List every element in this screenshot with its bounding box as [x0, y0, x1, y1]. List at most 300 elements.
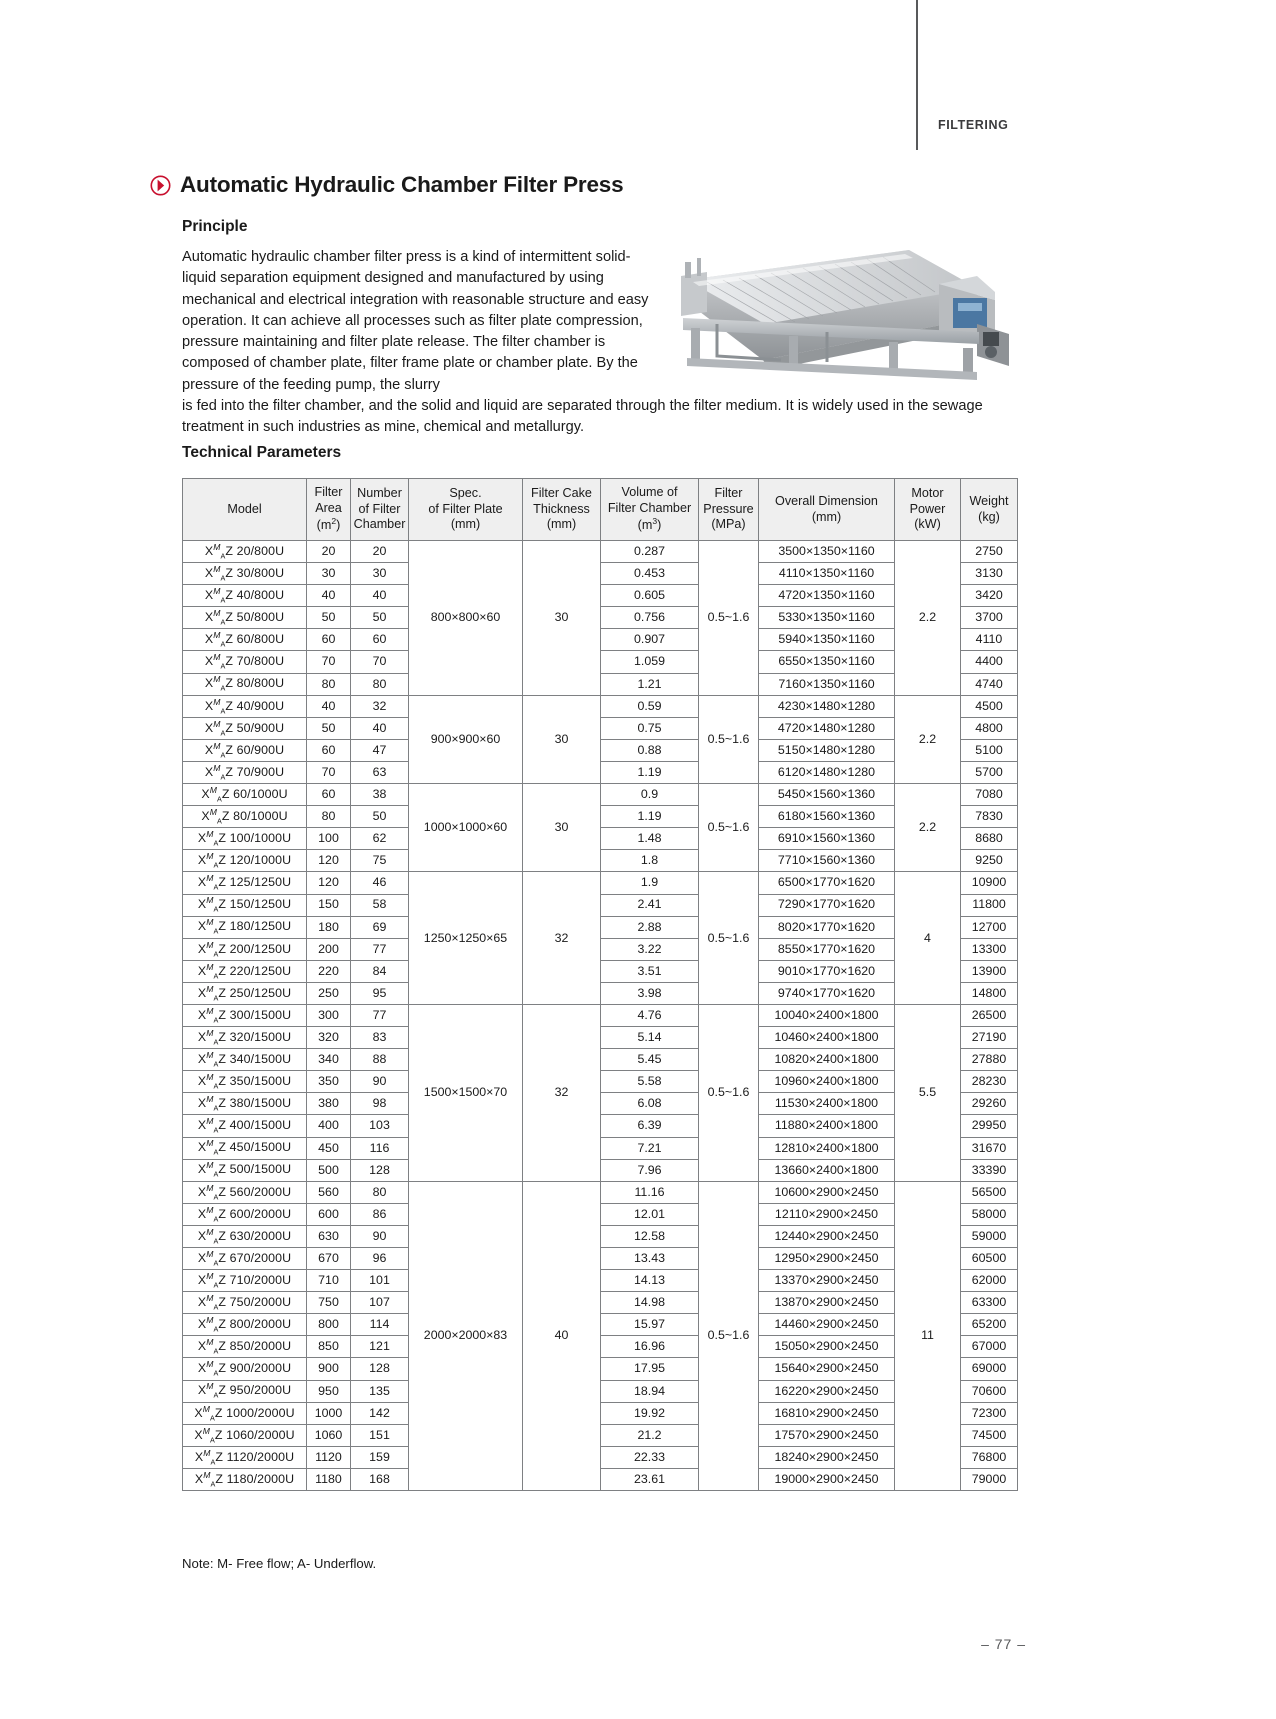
- cell-chamber-count: 86: [351, 1203, 409, 1225]
- cell-filter-area: 950: [307, 1380, 351, 1402]
- table-row: [183, 1402, 1018, 1424]
- cell-overall-dimension: 5330×1350×1160: [759, 607, 895, 629]
- cell-chamber-volume: 6.08: [601, 1093, 699, 1115]
- cell-chamber-count: 135: [351, 1380, 409, 1402]
- cell-filter-area: 450: [307, 1137, 351, 1159]
- cell-chamber-count: 58: [351, 894, 409, 916]
- cell-chamber-count: 128: [351, 1358, 409, 1380]
- cell-chamber-count: 69: [351, 916, 409, 938]
- cell-chamber-volume: 1.48: [601, 828, 699, 850]
- cell-overall-dimension: 5150×1480×1280: [759, 739, 895, 761]
- cell-filter-area: 80: [307, 806, 351, 828]
- cell-filter-area: 300: [307, 1004, 351, 1026]
- table-body: [183, 541, 1018, 1491]
- cell-weight: 7830: [961, 806, 1018, 828]
- cell-filter-area: 1180: [307, 1468, 351, 1490]
- header-rule: [916, 0, 918, 150]
- cell-cake-thickness: 30: [523, 541, 601, 696]
- cell-chamber-count: 88: [351, 1049, 409, 1071]
- cell-chamber-volume: 14.13: [601, 1270, 699, 1292]
- table-row: [183, 850, 1018, 872]
- cell-model: $X^M_AZ$ 120/1000U: [183, 850, 307, 872]
- cell-chamber-volume: 2.41: [601, 894, 699, 916]
- cell-weight: 4110: [961, 629, 1018, 651]
- cell-model: $X^M_AZ$ 500/1500U: [183, 1159, 307, 1181]
- cell-overall-dimension: 16220×2900×2450: [759, 1380, 895, 1402]
- cell-weight: 3700: [961, 607, 1018, 629]
- cell-chamber-volume: 1.19: [601, 806, 699, 828]
- cell-filter-pressure: 0.5~1.6: [699, 695, 759, 783]
- table-row: [183, 1225, 1018, 1247]
- cell-weight: 60500: [961, 1248, 1018, 1270]
- cell-cake-thickness: 32: [523, 872, 601, 1005]
- cell-model: $X^M_AZ$ 60/900U: [183, 739, 307, 761]
- cell-model: $X^M_AZ$ 1060/2000U: [183, 1424, 307, 1446]
- cell-chamber-volume: 6.39: [601, 1115, 699, 1137]
- cell-motor-power: 2.2: [895, 695, 961, 783]
- principle-heading: Principle: [182, 218, 248, 235]
- cell-weight: 72300: [961, 1402, 1018, 1424]
- cell-chamber-volume: 0.756: [601, 607, 699, 629]
- cell-model: $X^M_AZ$ 30/800U: [183, 563, 307, 585]
- table-row: [183, 938, 1018, 960]
- table-row: [183, 717, 1018, 739]
- cell-chamber-volume: 21.2: [601, 1424, 699, 1446]
- cell-chamber-volume: 0.88: [601, 739, 699, 761]
- running-header: [916, 0, 1276, 150]
- cell-chamber-volume: 0.453: [601, 563, 699, 585]
- cell-weight: 4400: [961, 651, 1018, 673]
- cell-model: $X^M_AZ$ 200/1250U: [183, 938, 307, 960]
- cell-overall-dimension: 4110×1350×1160: [759, 563, 895, 585]
- cell-weight: 69000: [961, 1358, 1018, 1380]
- cell-motor-power: 11: [895, 1181, 961, 1490]
- cell-model: $X^M_AZ$ 380/1500U: [183, 1093, 307, 1115]
- cell-weight: 2750: [961, 541, 1018, 563]
- table-row: [183, 1270, 1018, 1292]
- table-header-cell: Overall Dimension (mm): [759, 479, 895, 541]
- cell-overall-dimension: 12810×2400×1800: [759, 1137, 895, 1159]
- table-row: [183, 1203, 1018, 1225]
- cell-chamber-count: 96: [351, 1248, 409, 1270]
- cell-overall-dimension: 8020×1770×1620: [759, 916, 895, 938]
- cell-chamber-volume: 13.43: [601, 1248, 699, 1270]
- cell-weight: 56500: [961, 1181, 1018, 1203]
- cell-overall-dimension: 19000×2900×2450: [759, 1468, 895, 1490]
- cell-chamber-count: 40: [351, 585, 409, 607]
- cell-model: $X^M_AZ$ 40/800U: [183, 585, 307, 607]
- cell-weight: 7080: [961, 784, 1018, 806]
- cell-filter-area: 70: [307, 761, 351, 783]
- cell-overall-dimension: 12440×2900×2450: [759, 1225, 895, 1247]
- table-row: [183, 1336, 1018, 1358]
- table-header-cell: Filter Pressure (MPa): [699, 479, 759, 541]
- cell-filter-area: 600: [307, 1203, 351, 1225]
- cell-chamber-volume: 16.96: [601, 1336, 699, 1358]
- cell-chamber-count: 63: [351, 761, 409, 783]
- cell-model: $X^M_AZ$ 320/1500U: [183, 1027, 307, 1049]
- cell-model: $X^M_AZ$ 150/1250U: [183, 894, 307, 916]
- cell-chamber-count: 98: [351, 1093, 409, 1115]
- cell-weight: 79000: [961, 1468, 1018, 1490]
- cell-model: $X^M_AZ$ 600/2000U: [183, 1203, 307, 1225]
- table-row: [183, 541, 1018, 563]
- cell-chamber-volume: 22.33: [601, 1446, 699, 1468]
- cell-chamber-volume: 1.19: [601, 761, 699, 783]
- cell-chamber-count: 47: [351, 739, 409, 761]
- table-row: [183, 1027, 1018, 1049]
- cell-weight: 5700: [961, 761, 1018, 783]
- cell-filter-area: 1000: [307, 1402, 351, 1424]
- table-row: [183, 1159, 1018, 1181]
- cell-chamber-count: 80: [351, 1181, 409, 1203]
- cell-weight: 4800: [961, 717, 1018, 739]
- table-header-cell: Motor Power (kW): [895, 479, 961, 541]
- table-row: [183, 1093, 1018, 1115]
- cell-overall-dimension: 5450×1560×1360: [759, 784, 895, 806]
- cell-chamber-volume: 23.61: [601, 1468, 699, 1490]
- cell-filter-pressure: 0.5~1.6: [699, 541, 759, 696]
- cell-filter-area: 850: [307, 1336, 351, 1358]
- cell-filter-area: 340: [307, 1049, 351, 1071]
- cell-weight: 26500: [961, 1004, 1018, 1026]
- cell-filter-area: 80: [307, 673, 351, 695]
- cell-model: $X^M_AZ$ 70/800U: [183, 651, 307, 673]
- cell-chamber-count: 83: [351, 1027, 409, 1049]
- running-header-label: FILTERING: [938, 118, 1009, 132]
- cell-chamber-count: 116: [351, 1137, 409, 1159]
- cell-model: $X^M_AZ$ 70/900U: [183, 761, 307, 783]
- cell-filter-area: 670: [307, 1248, 351, 1270]
- cell-motor-power: 2.2: [895, 784, 961, 872]
- cell-plate-spec: 900×900×60: [409, 695, 523, 783]
- table-row: [183, 1380, 1018, 1402]
- cell-chamber-count: 50: [351, 806, 409, 828]
- table-row: [183, 695, 1018, 717]
- cell-filter-area: 30: [307, 563, 351, 585]
- cell-chamber-count: 40: [351, 717, 409, 739]
- table-row: [183, 1292, 1018, 1314]
- cell-model: $X^M_AZ$ 450/1500U: [183, 1137, 307, 1159]
- cell-weight: 59000: [961, 1225, 1018, 1247]
- cell-chamber-volume: 0.75: [601, 717, 699, 739]
- page-title: Automatic Hydraulic Chamber Filter Press: [180, 172, 624, 197]
- cell-weight: 29950: [961, 1115, 1018, 1137]
- cell-filter-area: 120: [307, 872, 351, 894]
- cell-chamber-volume: 0.287: [601, 541, 699, 563]
- cell-filter-area: 60: [307, 629, 351, 651]
- cell-chamber-volume: 4.76: [601, 1004, 699, 1026]
- cell-chamber-count: 30: [351, 563, 409, 585]
- cell-model: $X^M_AZ$ 300/1500U: [183, 1004, 307, 1026]
- cell-overall-dimension: 6910×1560×1360: [759, 828, 895, 850]
- table-row: [183, 1248, 1018, 1270]
- cell-model: $X^M_AZ$ 40/900U: [183, 695, 307, 717]
- cell-chamber-volume: 3.51: [601, 960, 699, 982]
- table-row: [183, 1181, 1018, 1203]
- cell-weight: 27190: [961, 1027, 1018, 1049]
- title-row: [150, 172, 623, 198]
- cell-chamber-volume: 0.605: [601, 585, 699, 607]
- cell-filter-area: 1120: [307, 1446, 351, 1468]
- cell-filter-area: 560: [307, 1181, 351, 1203]
- cell-weight: 63300: [961, 1292, 1018, 1314]
- cell-chamber-count: 62: [351, 828, 409, 850]
- cell-chamber-volume: 12.01: [601, 1203, 699, 1225]
- cell-filter-area: 220: [307, 960, 351, 982]
- cell-overall-dimension: 13870×2900×2450: [759, 1292, 895, 1314]
- cell-overall-dimension: 6550×1350×1160: [759, 651, 895, 673]
- cell-cake-thickness: 30: [523, 784, 601, 872]
- arrow-circle-icon: [150, 175, 171, 196]
- cell-model: $X^M_AZ$ 220/1250U: [183, 960, 307, 982]
- table-row: [183, 1071, 1018, 1093]
- cell-model: $X^M_AZ$ 1120/2000U: [183, 1446, 307, 1468]
- cell-plate-spec: 800×800×60: [409, 541, 523, 696]
- table-row: [183, 1115, 1018, 1137]
- table-row: [183, 960, 1018, 982]
- cell-model: $X^M_AZ$ 900/2000U: [183, 1358, 307, 1380]
- table-row: [183, 1314, 1018, 1336]
- cell-filter-area: 900: [307, 1358, 351, 1380]
- cell-chamber-volume: 1.8: [601, 850, 699, 872]
- cell-overall-dimension: 13660×2400×1800: [759, 1159, 895, 1181]
- table-header-cell: Number of Filter Chamber: [351, 479, 409, 541]
- table-head: [183, 479, 1018, 541]
- cell-filter-area: 710: [307, 1270, 351, 1292]
- table-row: [183, 629, 1018, 651]
- cell-model: $X^M_AZ$ 400/1500U: [183, 1115, 307, 1137]
- cell-model: $X^M_AZ$ 80/1000U: [183, 806, 307, 828]
- table-row: [183, 872, 1018, 894]
- cell-chamber-count: 101: [351, 1270, 409, 1292]
- cell-overall-dimension: 10600×2900×2450: [759, 1181, 895, 1203]
- cell-model: $X^M_AZ$ 180/1250U: [183, 916, 307, 938]
- cell-weight: 14800: [961, 982, 1018, 1004]
- cell-weight: 5100: [961, 739, 1018, 761]
- cell-chamber-volume: 0.59: [601, 695, 699, 717]
- table-row: [183, 1424, 1018, 1446]
- cell-filter-area: 60: [307, 784, 351, 806]
- cell-chamber-volume: 1.21: [601, 673, 699, 695]
- product-photo: [677, 232, 1017, 389]
- cell-model: $X^M_AZ$ 950/2000U: [183, 1380, 307, 1402]
- cell-filter-pressure: 0.5~1.6: [699, 872, 759, 1005]
- cell-chamber-volume: 5.58: [601, 1071, 699, 1093]
- cell-overall-dimension: 13370×2900×2450: [759, 1270, 895, 1292]
- cell-weight: 31670: [961, 1137, 1018, 1159]
- table-row: [183, 1358, 1018, 1380]
- cell-filter-area: 380: [307, 1093, 351, 1115]
- cell-chamber-count: 103: [351, 1115, 409, 1137]
- cell-filter-area: 40: [307, 695, 351, 717]
- cell-filter-area: 800: [307, 1314, 351, 1336]
- cell-plate-spec: 2000×2000×83: [409, 1181, 523, 1490]
- specifications-table: [182, 478, 1018, 1491]
- cell-chamber-volume: 19.92: [601, 1402, 699, 1424]
- cell-overall-dimension: 8550×1770×1620: [759, 938, 895, 960]
- cell-weight: 8680: [961, 828, 1018, 850]
- cell-weight: 3130: [961, 563, 1018, 585]
- cell-overall-dimension: 12950×2900×2450: [759, 1248, 895, 1270]
- principle-paragraph-column: Automatic hydraulic chamber filter press is a kind of intermittent solid-liquid separation equipment designed and manufactured by using mechanical and electrical integration with reasonable structure and easy operation. It can achieve all processes such as filter plate compression, pressure maintaining and filter plate release. The filter chamber is composed of chamber plate, filter frame plate or chamber plate. By the pressure of the feeding pump, the slurry: [182, 249, 649, 393]
- cell-overall-dimension: 3500×1350×1160: [759, 541, 895, 563]
- cell-filter-area: 250: [307, 982, 351, 1004]
- cell-cake-thickness: 32: [523, 1004, 601, 1181]
- cell-filter-area: 150: [307, 894, 351, 916]
- cell-weight: 27880: [961, 1049, 1018, 1071]
- cell-motor-power: 5.5: [895, 1004, 961, 1181]
- cell-model: $X^M_AZ$ 60/1000U: [183, 784, 307, 806]
- cell-chamber-count: 32: [351, 695, 409, 717]
- cell-model: $X^M_AZ$ 850/2000U: [183, 1336, 307, 1358]
- table-row: [183, 784, 1018, 806]
- page-number: – 77 –: [981, 1636, 1026, 1652]
- cell-chamber-volume: 7.21: [601, 1137, 699, 1159]
- table-row: [183, 585, 1018, 607]
- cell-chamber-volume: 3.98: [601, 982, 699, 1004]
- cell-model: $X^M_AZ$ 340/1500U: [183, 1049, 307, 1071]
- cell-motor-power: 2.2: [895, 541, 961, 696]
- cell-overall-dimension: 10040×2400×1800: [759, 1004, 895, 1026]
- cell-chamber-count: 159: [351, 1446, 409, 1468]
- cell-overall-dimension: 4230×1480×1280: [759, 695, 895, 717]
- cell-chamber-volume: 1.059: [601, 651, 699, 673]
- table-header-cell: Model: [183, 479, 307, 541]
- cell-weight: 13300: [961, 938, 1018, 960]
- cell-chamber-volume: 7.96: [601, 1159, 699, 1181]
- cell-weight: 12700: [961, 916, 1018, 938]
- cell-filter-area: 70: [307, 651, 351, 673]
- cell-chamber-volume: 1.9: [601, 872, 699, 894]
- cell-cake-thickness: 40: [523, 1181, 601, 1490]
- cell-chamber-count: 84: [351, 960, 409, 982]
- table-row: [183, 1468, 1018, 1490]
- cell-filter-area: 20: [307, 541, 351, 563]
- cell-overall-dimension: 9740×1770×1620: [759, 982, 895, 1004]
- cell-overall-dimension: 4720×1480×1280: [759, 717, 895, 739]
- cell-filter-area: 180: [307, 916, 351, 938]
- cell-weight: 3420: [961, 585, 1018, 607]
- cell-overall-dimension: 10960×2400×1800: [759, 1071, 895, 1093]
- cell-filter-area: 100: [307, 828, 351, 850]
- cell-overall-dimension: 7160×1350×1160: [759, 673, 895, 695]
- table-row: [183, 673, 1018, 695]
- cell-chamber-volume: 0.9: [601, 784, 699, 806]
- cell-weight: 4740: [961, 673, 1018, 695]
- cell-overall-dimension: 12110×2900×2450: [759, 1203, 895, 1225]
- cell-overall-dimension: 10820×2400×1800: [759, 1049, 895, 1071]
- cell-weight: 58000: [961, 1203, 1018, 1225]
- table-row: [183, 894, 1018, 916]
- cell-filter-area: 40: [307, 585, 351, 607]
- cell-chamber-count: 90: [351, 1225, 409, 1247]
- cell-chamber-volume: 5.14: [601, 1027, 699, 1049]
- table-note: Note: M- Free flow; A- Underflow.: [182, 1556, 377, 1571]
- cell-chamber-volume: 3.22: [601, 938, 699, 960]
- cell-weight: 9250: [961, 850, 1018, 872]
- cell-filter-area: 500: [307, 1159, 351, 1181]
- table-row: [183, 1004, 1018, 1026]
- cell-filter-area: 60: [307, 739, 351, 761]
- cell-weight: 67000: [961, 1336, 1018, 1358]
- cell-filter-area: 350: [307, 1071, 351, 1093]
- cell-model: $X^M_AZ$ 350/1500U: [183, 1071, 307, 1093]
- table-row: [183, 982, 1018, 1004]
- cell-weight: 65200: [961, 1314, 1018, 1336]
- cell-chamber-volume: 0.907: [601, 629, 699, 651]
- cell-chamber-count: 151: [351, 1424, 409, 1446]
- cell-model: $X^M_AZ$ 1000/2000U: [183, 1402, 307, 1424]
- cell-weight: 76800: [961, 1446, 1018, 1468]
- table-row: [183, 806, 1018, 828]
- cell-weight: 29260: [961, 1093, 1018, 1115]
- cell-motor-power: 4: [895, 872, 961, 1005]
- cell-weight: 11800: [961, 894, 1018, 916]
- table-row: [183, 1446, 1018, 1468]
- cell-chamber-volume: 18.94: [601, 1380, 699, 1402]
- cell-chamber-volume: 17.95: [601, 1358, 699, 1380]
- cell-chamber-count: 95: [351, 982, 409, 1004]
- table-row: [183, 607, 1018, 629]
- cell-overall-dimension: 14460×2900×2450: [759, 1314, 895, 1336]
- cell-chamber-count: 121: [351, 1336, 409, 1358]
- cell-model: $X^M_AZ$ 670/2000U: [183, 1248, 307, 1270]
- cell-overall-dimension: 11530×2400×1800: [759, 1093, 895, 1115]
- cell-chamber-count: 20: [351, 541, 409, 563]
- table-row: [183, 1049, 1018, 1071]
- cell-weight: 33390: [961, 1159, 1018, 1181]
- table-row: [183, 651, 1018, 673]
- cell-filter-pressure: 0.5~1.6: [699, 1181, 759, 1490]
- cell-chamber-count: 77: [351, 1004, 409, 1026]
- cell-overall-dimension: 5940×1350×1160: [759, 629, 895, 651]
- cell-weight: 13900: [961, 960, 1018, 982]
- cell-overall-dimension: 7290×1770×1620: [759, 894, 895, 916]
- cell-plate-spec: 1500×1500×70: [409, 1004, 523, 1181]
- cell-filter-area: 200: [307, 938, 351, 960]
- cell-overall-dimension: 6500×1770×1620: [759, 872, 895, 894]
- cell-filter-area: 750: [307, 1292, 351, 1314]
- cell-model: $X^M_AZ$ 50/900U: [183, 717, 307, 739]
- cell-weight: 10900: [961, 872, 1018, 894]
- table-row: [183, 1137, 1018, 1159]
- table-row: [183, 828, 1018, 850]
- cell-filter-area: 1060: [307, 1424, 351, 1446]
- cell-model: $X^M_AZ$ 800/2000U: [183, 1314, 307, 1336]
- cell-filter-area: 120: [307, 850, 351, 872]
- table-header-cell: Spec. of Filter Plate (mm): [409, 479, 523, 541]
- cell-overall-dimension: 16810×2900×2450: [759, 1402, 895, 1424]
- technical-parameters-heading: Technical Parameters: [182, 444, 342, 461]
- cell-chamber-count: 46: [351, 872, 409, 894]
- cell-cake-thickness: 30: [523, 695, 601, 783]
- cell-filter-pressure: 0.5~1.6: [699, 1004, 759, 1181]
- cell-chamber-count: 107: [351, 1292, 409, 1314]
- cell-chamber-count: 38: [351, 784, 409, 806]
- cell-overall-dimension: 4720×1350×1160: [759, 585, 895, 607]
- cell-model: $X^M_AZ$ 125/1250U: [183, 872, 307, 894]
- cell-chamber-count: 128: [351, 1159, 409, 1181]
- table-row: [183, 563, 1018, 585]
- cell-chamber-count: 90: [351, 1071, 409, 1093]
- cell-model: $X^M_AZ$ 80/800U: [183, 673, 307, 695]
- cell-overall-dimension: 15640×2900×2450: [759, 1358, 895, 1380]
- cell-weight: 74500: [961, 1424, 1018, 1446]
- cell-model: $X^M_AZ$ 630/2000U: [183, 1225, 307, 1247]
- table-header-row: [183, 479, 1018, 541]
- cell-plate-spec: 1250×1250×65: [409, 872, 523, 1005]
